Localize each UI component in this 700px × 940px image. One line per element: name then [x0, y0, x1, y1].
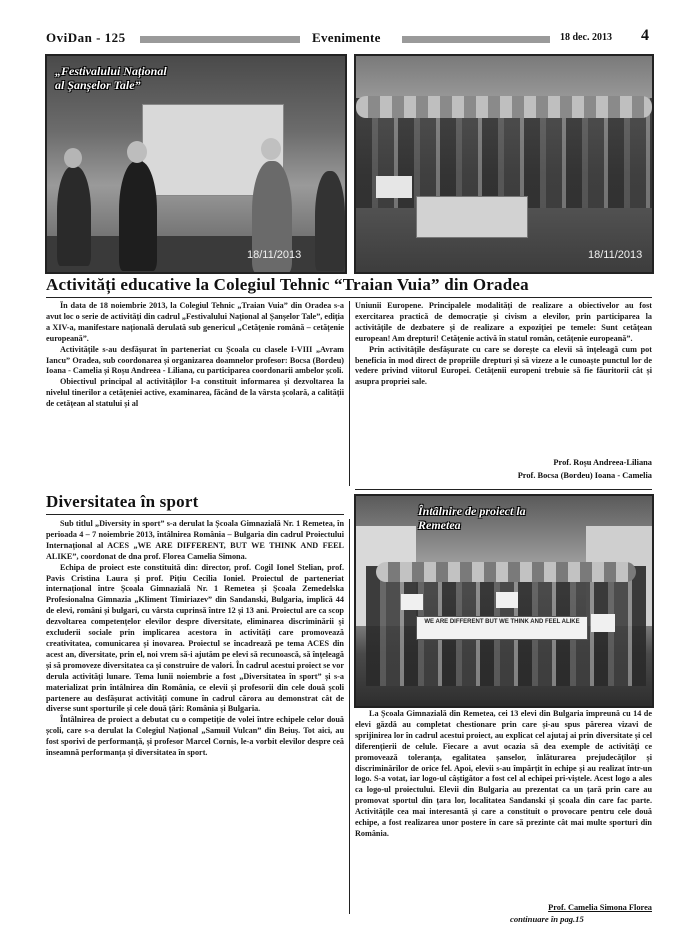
- signature-2: Prof. Bocsa (Bordeu) Ioana - Camelia: [517, 471, 652, 480]
- article1-column-right: [355, 301, 652, 449]
- page-header: [0, 27, 700, 50]
- paragraph: Obiectivul principal al activităților l-a constituit informarea și dezvoltarea la nivelul tinerilor a cetățeniei active, examinarea, făcând de la vârsta școlară, a calității de cetățean al statului și al: [46, 377, 344, 409]
- certificate: [401, 594, 423, 610]
- photo-group-students: [354, 54, 654, 274]
- paragraph: Întâlnirea de proiect a debutat cu o competiție de volei între echipele celor două școli, care s-a derulat la Colegiul Național „Samuil Vulcan” din Beiuș. Tot aici, au fost sporivi de performanță, și profesor Marcel Cornis, le-a vorbit elevilor despre ceă înseamnă performanța și diversitatea în sport.: [46, 715, 344, 758]
- signature-3: Prof. Camelia Simona Florea: [548, 903, 652, 912]
- section-rule: [355, 489, 652, 490]
- caption-line: „Festivalului Național: [55, 64, 167, 78]
- certificate: [496, 592, 518, 608]
- caption-line: Întâlnire de proiect la: [418, 504, 526, 518]
- student-faces: [376, 562, 636, 582]
- article1-column-left: [46, 301, 344, 486]
- date-stamp: 18/11/2013: [588, 249, 643, 261]
- floor: [47, 236, 347, 274]
- signature-1: Prof. Roșu Andreea-Liliana: [553, 458, 652, 467]
- section-title: Evenimente: [312, 30, 381, 45]
- article2-headline: Diversitatea în sport: [46, 492, 199, 511]
- header-divider-right: [402, 36, 550, 43]
- photo3-caption: [418, 504, 526, 532]
- person-head: [261, 138, 281, 160]
- column-divider: [349, 519, 350, 914]
- person-figure: [119, 161, 157, 271]
- table: [416, 196, 528, 238]
- certificate: [591, 614, 615, 632]
- headline-rule: [46, 297, 652, 298]
- date-stamp: 18/11/2013: [247, 249, 302, 261]
- paragraph: Echipa de proiect este constituită din: director, prof. Cogil Ionel Stelian, prof. Pavis Cristina Laura și prof. Pițiu Cecilia Ioniel. Proiectul de parteneriat internațional între Școala Gimnazială Nr. 1 Remetea și Școala Zemedelska Profesionalna Gimnazia „Kliment Timiriazev” din Sandanski, Bulgaria, implică 44 de elevi, români și bulgari, cu vârsta cuprinsă între 12 și 13 ani. Proiectul are ca scop dezvoltarea competențelor elevilor despre diversitate, eliminarea discriminării și excluderii sociale prin implicarea acestora în activități care promovează creativitatea, comunicarea și inovarea. Proiectul se încadrează pe tema ACES din acest an, diversitate, prin el, noi vrem să-i ajutăm pe elevi să recunoască, să înțeleagă și să promoveze diversitatea ca și construire de valori. În cadrul acestui proiect se vor derula activități lunare. Tema lunii noiembrie a fost „Diversitatea în sport” și s-a materializat prin întâlnirea din România, ce elevii și profesorii din cele două școli partenere au desfășurat activități comune în cadrul cărora au demonstrat cât de diverse sunt sporturile și cele două țări: România și Bulgaria.: [46, 562, 344, 714]
- paragraph: Activitățile s-au desfășurat în parteneriat cu Școala cu clasele I-VIII „Avram Iancu” Oradea, sub coordonarea și organizarea doamnelor profesor: Bocsa (Bordeu) Ioana - Camelia și Roșu Andreea - Liliana, cu participarea coordonarii ambelor școli.: [46, 344, 344, 376]
- paragraph: Uniunii Europene. Principalele modalități de realizare a obiectivelor au fost exercitarea practică de democrație și civism a elevilor, prin participarea la activitățile de dezbatere și de realizare a expoziției pe temele: Sunt cetățean european! Am drepturi! Cetățenie activă în statul român, cetățenie europeană”.: [355, 301, 652, 343]
- person-figure: [57, 166, 91, 266]
- photo-festival-classroom: [45, 54, 347, 274]
- person-head: [127, 141, 147, 163]
- continued-note: continuare în pag.15: [510, 914, 584, 924]
- caption-line: Remetea: [418, 518, 461, 532]
- caption-line: al Șanșelor Tale”: [55, 78, 141, 92]
- article2-column-left: [46, 519, 344, 914]
- header-divider-left: [140, 36, 300, 43]
- publication-issue: OviDan - 125: [46, 30, 126, 45]
- headline-rule: [46, 514, 344, 515]
- paragraph: În data de 18 noiembrie 2013, la Colegiul Tehnic „Traian Vuia” din Oradea s-a avut loc o serie de activități din cadrul „Festivalului Național al Șanșelor Tale”, ediția a XIV-a, manifestare națională derulată sub genericul „Cetățenie română – cetățenie europeană”.: [46, 301, 344, 343]
- speaker: [376, 176, 412, 198]
- person-figure: [315, 171, 345, 271]
- paragraph: Prin activitățile desfășurate cu care se dorește ca elevii să înțeleagă cum pot beneficia în mod direct de propriile drepturi și să vizeze a le cunoaște punctul lor de vedere privind viitorul Europei. Cetățenii europeni trebuie să fie făuritorii cât și asupra propriei sale.: [355, 344, 652, 387]
- photo-project-meeting: [354, 494, 654, 708]
- article2-column-right: [355, 709, 652, 901]
- paragraph: Sub titlul „Diversity in sport” s-a derulat la Școala Gimnazială Nr. 1 Remetea, în perioada 4 – 7 noiembrie 2013, întâlnirea România – Bulgaria din cadrul Proiectului Internațional al ACES „WE ARE DIFFERENT, BUT WE THINK AND FEEL ALIKE”, coordonat de dna prof. Florea Camelia Simona.: [46, 519, 344, 561]
- paragraph: La Școala Gimnazială din Remetea, cei 13 elevi din Bulgaria împreună cu 14 de elevi găzdă au completat chestionare prin care și-au spus părerea vizavi de sprijinirea lor în cadrul acestui proiect, au explicat cel ajutaj ai prin diversitate și cel diferențierii de celule. Fiecare a avut ocazia să dea exemple de activități ce promovează toleranța, egalitatea șanselor, înlăturarea prejudecăților și discriminărilor de orice fel. Apoi, elevii s-au împărțit în echipe și au realizat într-un logo. S-a votat, iar logo-ul câștigător a fost cel al echipei pri-viștele. Acest logo a ales ca logo-ul proiectului. Elevii din Bulgaria au prezentat ca un țară prin care au promovat sportul din țara lor, localitatea Sandanski și școala din care fac parte. Activitățile cea mai interesantă și care a constituit o provocare pentru cele două echipe, a fost realizarea unor postere în care să prezinte cât mai multe sporturi din România.: [355, 709, 652, 838]
- issue-date: 18 dec. 2013: [560, 32, 612, 43]
- article1-headline: Activități educative la Colegiul Tehnic “Traian Vuia” din Oradea: [46, 275, 529, 294]
- project-banner: WE ARE DIFFERENT BUT WE THINK AND FEEL ALIKE: [416, 616, 588, 640]
- person-head: [64, 148, 82, 168]
- photo1-caption: [55, 64, 167, 92]
- page-number: 4: [641, 27, 649, 44]
- student-faces: [356, 96, 652, 118]
- column-divider: [349, 301, 350, 486]
